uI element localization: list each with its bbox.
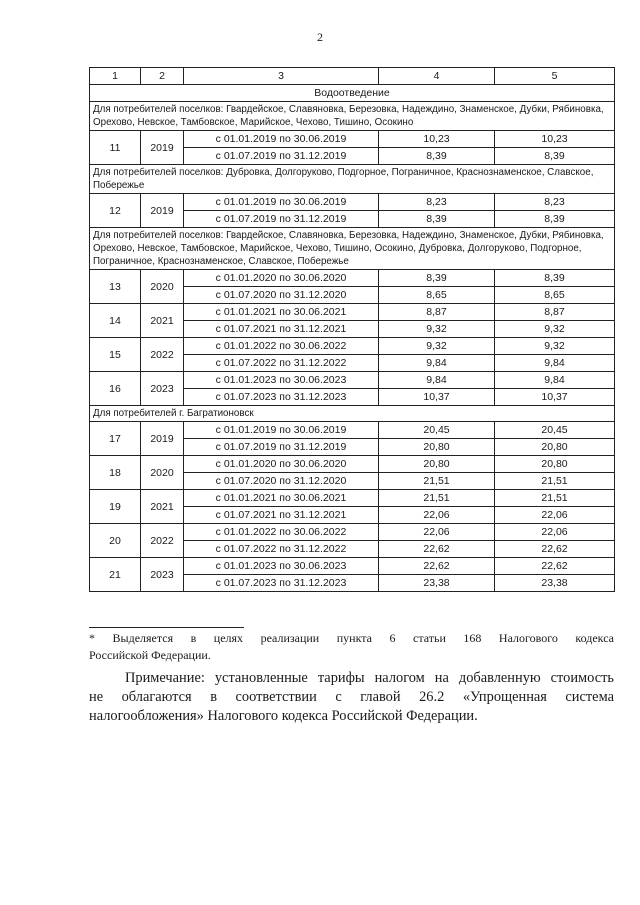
- group-title: Для потребителей поселков: Гвардейское, Славяновка, Березовка, Надеждино, Знаменское, Дубки, Рябиновка, Орехово, Невское, Тамбовское, Марийское, Чехово, Тишино, Осокино, Дубровка, Долгоруково, Подгорное, Пограничное, Краснознаменское, Славское, Побережье: [90, 228, 615, 270]
- tariff-value-col5: 20,45: [495, 422, 615, 439]
- period-cell: с 01.01.2022 по 30.06.2022: [184, 338, 379, 355]
- row-year: 2021: [141, 490, 184, 524]
- row-year: 2022: [141, 524, 184, 558]
- note-line: [89, 669, 614, 688]
- group-title: Для потребителей г. Багратионовск: [90, 406, 615, 422]
- tariff-value-col5: 9,84: [495, 355, 615, 372]
- word: статьи: [413, 631, 446, 645]
- table-row: [90, 338, 615, 355]
- tariff-value-col4: 22,06: [379, 507, 495, 524]
- word: 26.2: [419, 689, 445, 705]
- tariff-value-col5: 22,06: [495, 507, 615, 524]
- group-title-row: [90, 228, 615, 270]
- tariff-value-col4: 10,23: [379, 131, 495, 148]
- period-cell: с 01.07.2022 по 31.12.2022: [184, 541, 379, 558]
- word: соответствии: [235, 689, 317, 705]
- tariff-value-col4: 22,62: [379, 558, 495, 575]
- word: «Упрощенная: [462, 689, 547, 705]
- tariff-value-col5: 9,32: [495, 321, 615, 338]
- tariff-value-col4: 8,65: [379, 287, 495, 304]
- period-cell: с 01.01.2019 по 30.06.2019: [184, 131, 379, 148]
- tariff-value-col5: 22,62: [495, 558, 615, 575]
- table-row: [90, 270, 615, 287]
- period-cell: с 01.01.2019 по 30.06.2019: [184, 422, 379, 439]
- row-number: 12: [90, 194, 141, 228]
- word: 168: [463, 631, 482, 645]
- word: *: [89, 631, 95, 645]
- period-cell: с 01.07.2020 по 31.12.2020: [184, 287, 379, 304]
- group-title-row: [90, 406, 615, 422]
- word: добавленную: [458, 670, 541, 686]
- word: Налогового: [498, 631, 558, 645]
- table-row: [90, 524, 615, 541]
- table-row: [90, 304, 615, 321]
- tariff-value-col4: 20,45: [379, 422, 495, 439]
- tariff-value-col4: 9,32: [379, 338, 495, 355]
- word: Выделяется: [112, 631, 174, 645]
- period-cell: с 01.01.2023 по 30.06.2023: [184, 372, 379, 389]
- row-year: 2022: [141, 338, 184, 372]
- row-number: 18: [90, 456, 141, 490]
- period-cell: с 01.07.2023 по 31.12.2023: [184, 575, 379, 592]
- word: налогом: [374, 670, 425, 686]
- word: установленные: [214, 670, 308, 686]
- word: на: [434, 670, 449, 686]
- word: система: [565, 689, 614, 705]
- group-title-row: [90, 165, 615, 194]
- word: реализации: [260, 631, 320, 645]
- word: главой: [360, 689, 401, 705]
- row-number: 16: [90, 372, 141, 406]
- tariff-value-col4: 21,51: [379, 473, 495, 490]
- tariff-table: [89, 67, 615, 592]
- row-year: 2020: [141, 456, 184, 490]
- period-cell: с 01.01.2020 по 30.06.2020: [184, 270, 379, 287]
- row-year: 2023: [141, 558, 184, 592]
- table-row: [90, 490, 615, 507]
- group-title: Для потребителей поселков: Гвардейское, Славяновка, Березовка, Надеждино, Знаменское, Дубки, Рябиновка, Орехово, Невское, Тамбовское, Марийское, Чехово, Тишино, Осокино: [90, 102, 615, 131]
- table-row: [90, 456, 615, 473]
- period-cell: с 01.01.2021 по 30.06.2021: [184, 490, 379, 507]
- table-row: [90, 372, 615, 389]
- table-row: [90, 194, 615, 211]
- header-cell: 2: [141, 68, 184, 85]
- row-number: 20: [90, 524, 141, 558]
- header-cell: 5: [495, 68, 615, 85]
- tariff-value-col4: 20,80: [379, 439, 495, 456]
- table-row: [90, 558, 615, 575]
- tariff-value-col4: 21,51: [379, 490, 495, 507]
- tariff-value-col4: 20,80: [379, 456, 495, 473]
- tariff-value-col4: 8,39: [379, 270, 495, 287]
- table-row: [90, 131, 615, 148]
- period-cell: с 01.07.2022 по 31.12.2022: [184, 355, 379, 372]
- tariff-value-col4: 10,37: [379, 389, 495, 406]
- table-row: [90, 422, 615, 439]
- period-cell: с 01.07.2019 по 31.12.2019: [184, 439, 379, 456]
- word: пункта: [336, 631, 372, 645]
- period-cell: с 01.01.2023 по 30.06.2023: [184, 558, 379, 575]
- period-cell: с 01.07.2019 по 31.12.2019: [184, 211, 379, 228]
- row-year: 2019: [141, 131, 184, 165]
- row-number: 11: [90, 131, 141, 165]
- tariff-value-col4: 9,32: [379, 321, 495, 338]
- word: облагаются: [121, 689, 192, 705]
- word: в: [190, 631, 197, 645]
- tariff-value-col5: 9,32: [495, 338, 615, 355]
- row-year: 2020: [141, 270, 184, 304]
- header-cell: 3: [184, 68, 379, 85]
- row-number: 21: [90, 558, 141, 592]
- tariff-value-col5: 8,39: [495, 211, 615, 228]
- period-cell: с 01.07.2021 по 31.12.2021: [184, 507, 379, 524]
- word: Примечание:: [125, 670, 205, 686]
- row-number: 19: [90, 490, 141, 524]
- row-year: 2019: [141, 194, 184, 228]
- group-title: Для потребителей поселков: Дубровка, Долгоруково, Подгорное, Пограничное, Краснознаменское, Славское, Побережье: [90, 165, 615, 194]
- page-number: 2: [317, 30, 323, 44]
- period-cell: с 01.07.2019 по 31.12.2019: [184, 148, 379, 165]
- tariff-value-col5: 22,06: [495, 524, 615, 541]
- row-number: 15: [90, 338, 141, 372]
- tariff-value-col5: 8,39: [495, 270, 615, 287]
- tariff-value-col5: 8,39: [495, 148, 615, 165]
- tariff-value-col4: 8,23: [379, 194, 495, 211]
- tariff-value-col4: 8,39: [379, 148, 495, 165]
- tariff-value-col5: 20,80: [495, 456, 615, 473]
- row-number: 13: [90, 270, 141, 304]
- header-cell: 1: [90, 68, 141, 85]
- footnote-line: [89, 630, 614, 647]
- section-row: [90, 85, 615, 102]
- tariff-value-col5: 8,65: [495, 287, 615, 304]
- tariff-value-col4: 9,84: [379, 355, 495, 372]
- period-cell: с 01.01.2021 по 30.06.2021: [184, 304, 379, 321]
- tariff-value-col5: 8,87: [495, 304, 615, 321]
- note-line: [89, 688, 614, 707]
- footnote-divider: [89, 627, 244, 628]
- tariff-value-col4: 8,87: [379, 304, 495, 321]
- tariff-value-col5: 9,84: [495, 372, 615, 389]
- tariff-value-col5: 21,51: [495, 490, 615, 507]
- row-number: 17: [90, 422, 141, 456]
- period-cell: с 01.07.2023 по 31.12.2023: [184, 389, 379, 406]
- tariff-value-col4: 9,84: [379, 372, 495, 389]
- note-line: налогообложения» Налогового кодекса Российской Федерации.: [89, 708, 478, 724]
- tariff-value-col5: 23,38: [495, 575, 615, 592]
- period-cell: с 01.07.2021 по 31.12.2021: [184, 321, 379, 338]
- header-cell: 4: [379, 68, 495, 85]
- row-number: 14: [90, 304, 141, 338]
- word: не: [89, 689, 104, 705]
- tariff-value-col5: 8,23: [495, 194, 615, 211]
- tariff-value-col4: 8,39: [379, 211, 495, 228]
- group-title-row: [90, 102, 615, 131]
- table-header-row: [90, 68, 615, 85]
- row-year: 2019: [141, 422, 184, 456]
- tariff-value-col5: 10,37: [495, 389, 615, 406]
- period-cell: с 01.01.2022 по 30.06.2022: [184, 524, 379, 541]
- word: кодекса: [575, 631, 614, 645]
- word: стоимость: [550, 670, 614, 686]
- period-cell: с 01.01.2020 по 30.06.2020: [184, 456, 379, 473]
- footnote-line: Российской Федерации.: [89, 648, 211, 662]
- row-year: 2023: [141, 372, 184, 406]
- footnote: [89, 630, 614, 664]
- word: с: [335, 689, 342, 705]
- tariff-value-col4: 23,38: [379, 575, 495, 592]
- row-year: 2021: [141, 304, 184, 338]
- word: тарифы: [317, 670, 365, 686]
- tariff-value-col5: 10,23: [495, 131, 615, 148]
- tariff-value-col4: 22,06: [379, 524, 495, 541]
- word: 6: [389, 631, 396, 645]
- period-cell: с 01.01.2019 по 30.06.2019: [184, 194, 379, 211]
- word: целях: [213, 631, 244, 645]
- tariff-value-col5: 22,62: [495, 541, 615, 558]
- tariff-value-col5: 20,80: [495, 439, 615, 456]
- note: [89, 669, 614, 726]
- tariff-value-col4: 22,62: [379, 541, 495, 558]
- word: в: [210, 689, 217, 705]
- tariff-value-col5: 21,51: [495, 473, 615, 490]
- period-cell: с 01.07.2020 по 31.12.2020: [184, 473, 379, 490]
- section-title: Водоотведение: [90, 85, 615, 102]
